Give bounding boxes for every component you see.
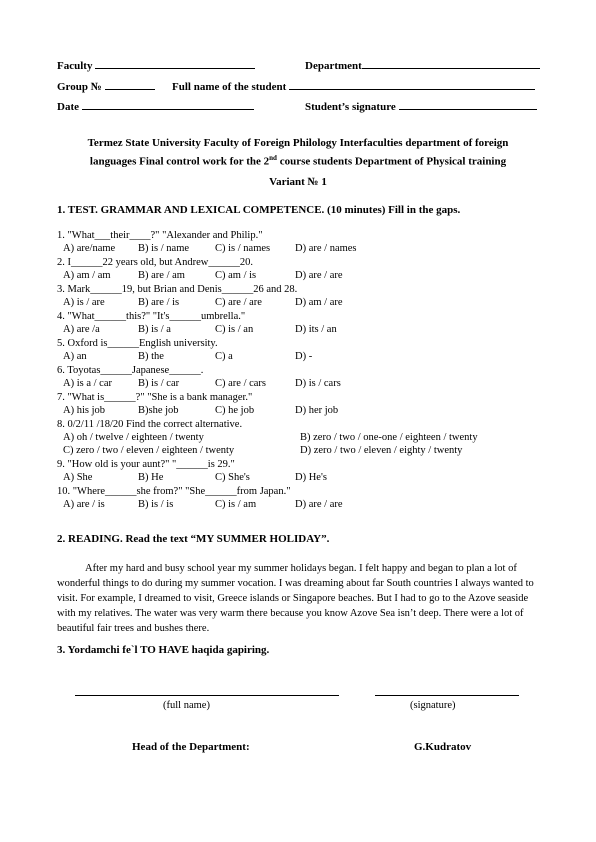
group-label: Group № xyxy=(57,81,102,93)
question-text: 7. "What is______?" "She is a bank manager." xyxy=(57,392,253,403)
question-text: 3. Mark______19, but Brian and Denis______26 and 28. xyxy=(57,284,298,295)
signature-label: Student’s signature xyxy=(305,101,396,113)
faculty-label: Faculty xyxy=(57,60,93,72)
answer-option-c[interactable]: C) zero / two / eleven / eighteen / twenty xyxy=(63,445,235,456)
document-title xyxy=(38,136,558,170)
title-line-2 xyxy=(38,151,558,170)
question-text: 10. "Where______she from?" "She______from Japan." xyxy=(57,486,291,497)
date-blank[interactable] xyxy=(82,99,254,110)
answer-option-c[interactable]: C) is / am xyxy=(215,499,257,510)
answer-option-c[interactable]: C) She's xyxy=(215,472,250,483)
title-line-2-pre: languages Final control work for the 2 xyxy=(89,155,270,168)
answer-option-d[interactable]: D) are / are xyxy=(295,270,343,281)
signature-blank[interactable] xyxy=(399,99,537,110)
variant-label: Variant № 1 xyxy=(269,176,327,188)
fullname-caption: (full name) xyxy=(163,700,210,711)
question-text: 8. 0/2/11 /18/20 Find the correct alternative. xyxy=(57,419,243,430)
signature-field xyxy=(305,99,537,113)
section2-heading: 2. READING. Read the text “MY SUMMER HOLIDAY”. xyxy=(57,533,330,545)
title-line-2-post: course students Department of Physical training xyxy=(276,155,507,168)
answer-option-d[interactable]: D) is / cars xyxy=(295,378,341,389)
question-text: 6. Toyotas______Japanese______. xyxy=(57,365,204,376)
section3-heading: 3. Yordamchi fe`l TO HAVE haqida gapiring. xyxy=(57,644,270,656)
head-of-department-label: Head of the Department: xyxy=(132,741,250,753)
group-blank[interactable] xyxy=(105,79,155,90)
answer-option-b[interactable]: B) is / name xyxy=(138,243,190,254)
answer-option-b[interactable]: B) is / car xyxy=(138,378,180,389)
department-field xyxy=(305,58,540,72)
answer-option-d[interactable]: D) are / names xyxy=(295,243,357,254)
answer-option-a[interactable]: A) are / is xyxy=(63,499,105,510)
answer-option-d[interactable]: D) zero / two / eleven / eighty / twenty xyxy=(300,445,463,456)
answer-option-b[interactable]: B) are / is xyxy=(138,297,180,308)
date-label: Date xyxy=(57,101,79,113)
section1-heading: 1. TEST. GRAMMAR AND LEXICAL COMPETENCE. (10 minutes) Fill in the gaps. xyxy=(57,204,461,216)
reading-text: After my hard and busy school year my summer holidays began. I felt happy and began to plan a lot of wonderful things to do during my summer vocation. I was dreaming about far South countries I always wanted to visit. For example, I dreamed to visit, Greece islands or Singapore beaches. But I had to go to the Azove seaside with my relatives. The water was very warm there because you know Azove Sea isn’t deep. There were a lot of beautiful fair trees and bushes there. xyxy=(57,563,534,634)
answer-option-c[interactable]: C) a xyxy=(215,351,233,362)
answer-option-a[interactable]: A) oh / twelve / eighteen / twenty xyxy=(63,432,204,443)
answer-option-d[interactable]: D) am / are xyxy=(295,297,343,308)
answer-option-b[interactable]: B) zero / two / one-one / eighteen / twenty xyxy=(300,432,478,443)
answer-option-d[interactable]: D) - xyxy=(295,351,313,362)
answer-option-d[interactable]: D) its / an xyxy=(295,324,337,335)
head-of-department-name: G.Kudratov xyxy=(414,741,472,753)
faculty-blank[interactable] xyxy=(95,58,255,69)
department-label: Department xyxy=(305,60,362,72)
answer-option-a[interactable]: A) is / are xyxy=(63,297,105,308)
answer-option-c[interactable]: C) is / an xyxy=(215,324,254,335)
answer-option-d[interactable]: D) are / are xyxy=(295,499,343,510)
question-text: 5. Oxford is______English university. xyxy=(57,338,218,349)
question-text: 9. "How old is your aunt?" "______is 29." xyxy=(57,459,235,470)
title-line-1: Termez State University Faculty of Foreign Philology Interfaculties department of foreign xyxy=(87,137,509,149)
answer-option-b[interactable]: B) are / am xyxy=(138,270,185,281)
answer-option-c[interactable]: C) he job xyxy=(215,405,255,416)
faculty-field xyxy=(57,58,255,72)
fullname-signature-line[interactable] xyxy=(75,695,339,696)
signature-line[interactable] xyxy=(375,695,519,696)
group-field xyxy=(57,79,155,93)
answer-option-a[interactable]: A) am / am xyxy=(63,270,111,281)
answer-option-a[interactable]: A) are /a xyxy=(63,324,100,335)
question-text: 2. I______22 years old, but Andrew______20. xyxy=(57,257,253,268)
question-text: 1. "What___their____?" "Alexander and Philip." xyxy=(57,230,263,241)
answer-option-b[interactable]: B) is / a xyxy=(138,324,171,335)
answer-option-b[interactable]: B) He xyxy=(138,472,164,483)
fullname-field xyxy=(172,79,535,93)
answer-option-a[interactable]: A) She xyxy=(63,472,93,483)
answer-option-b[interactable]: B) the xyxy=(138,351,164,362)
answer-option-a[interactable]: A) is a / car xyxy=(63,378,112,389)
signature-caption: (signature) xyxy=(410,700,456,711)
answer-option-c[interactable]: C) are / are xyxy=(215,297,262,308)
answer-option-c[interactable]: C) is / names xyxy=(215,243,271,254)
department-blank[interactable] xyxy=(362,58,540,69)
question-text: 4. "What______this?" "It's______umbrella." xyxy=(57,311,246,322)
answer-option-a[interactable]: A) are/name xyxy=(63,243,116,254)
answer-option-d[interactable]: D) her job xyxy=(295,405,339,416)
answer-option-c[interactable]: C) am / is xyxy=(215,270,257,281)
answer-option-c[interactable]: C) are / cars xyxy=(215,378,267,389)
answer-option-a[interactable]: A) his job xyxy=(63,405,105,416)
answer-option-b[interactable]: B)she job xyxy=(138,405,179,416)
date-field xyxy=(57,99,254,113)
fullname-blank[interactable] xyxy=(289,79,535,90)
fullname-label: Full name of the student xyxy=(172,81,287,93)
answer-option-a[interactable]: A) an xyxy=(63,351,87,362)
answer-option-d[interactable]: D) He's xyxy=(295,472,327,483)
title-line-2-sup: nd xyxy=(269,154,277,162)
answer-option-b[interactable]: B) is / is xyxy=(138,499,174,510)
